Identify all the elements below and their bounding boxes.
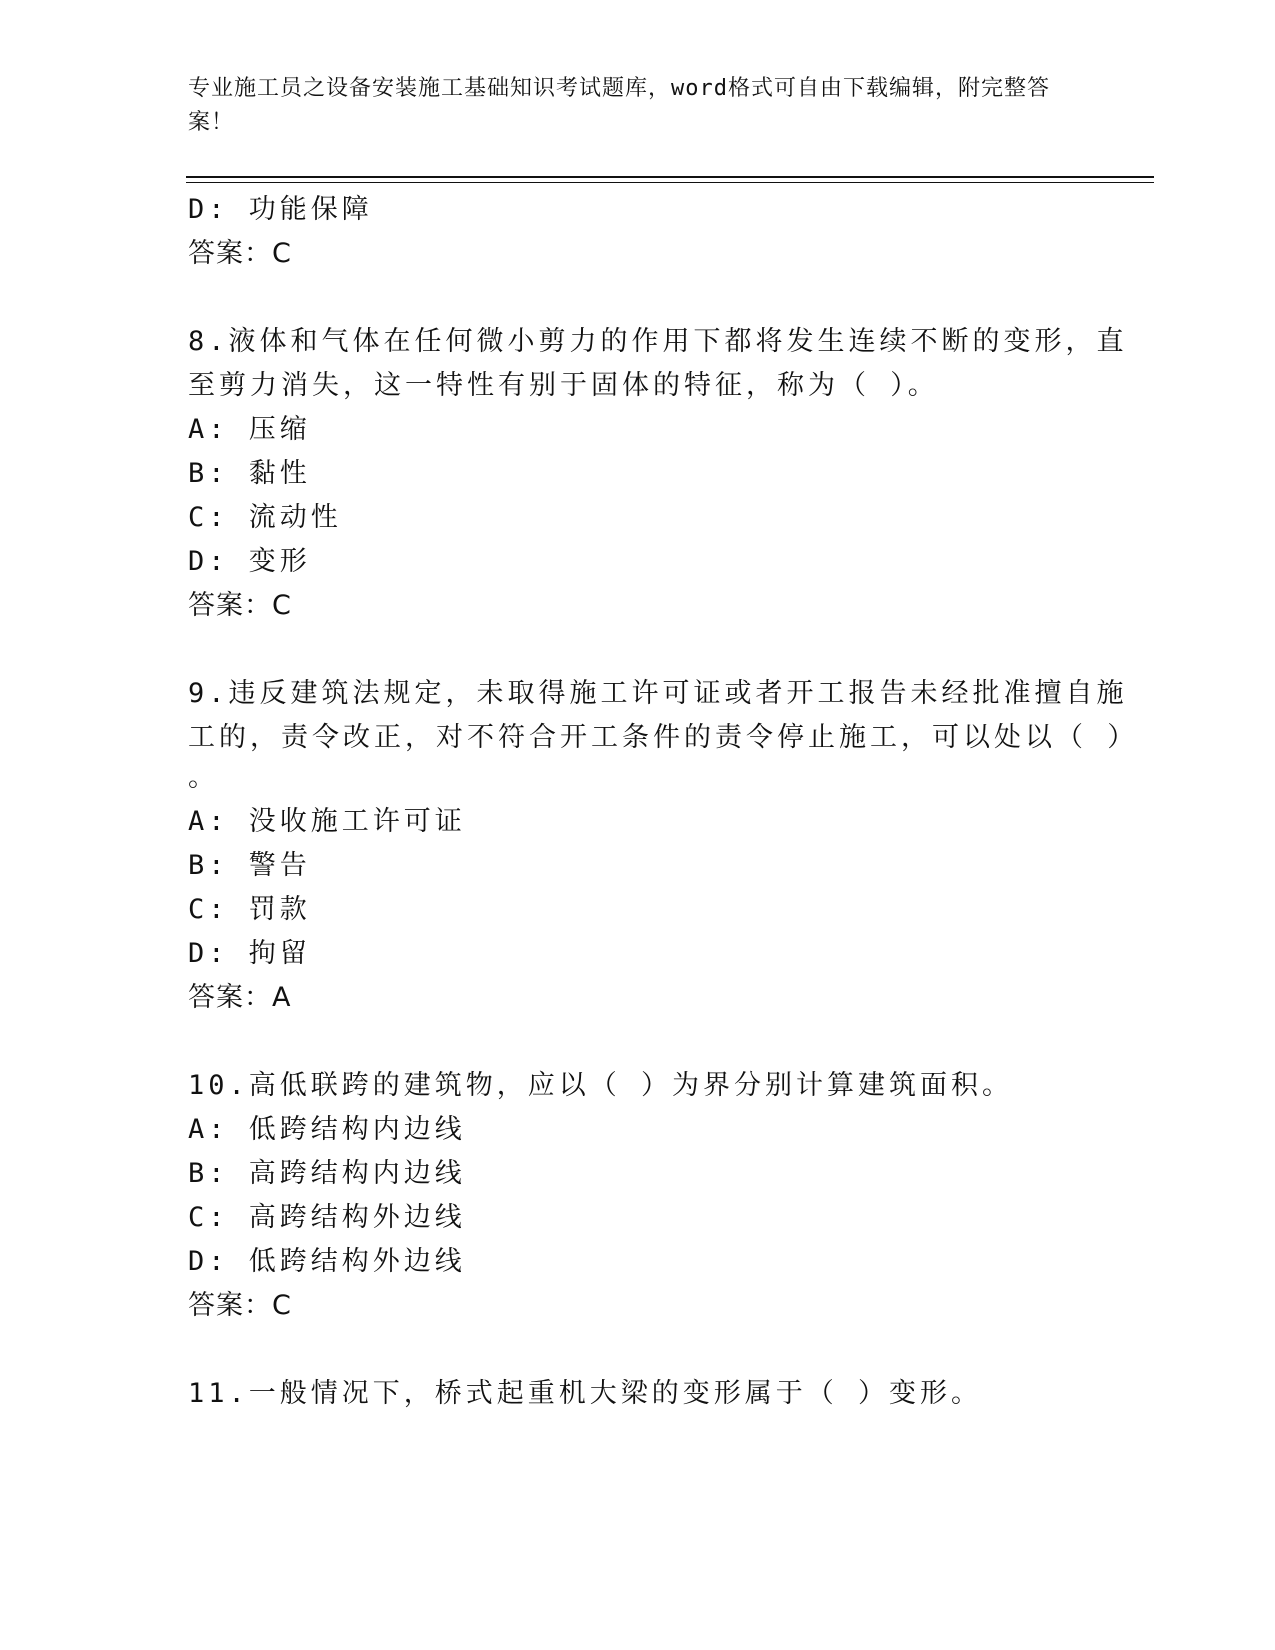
- q8-option-a: A: 压缩: [188, 414, 311, 445]
- header-rule-thin: [186, 182, 1154, 183]
- q9-option-a: A: 没收施工许可证: [188, 806, 466, 837]
- q11-stem-line1: 11.一般情况下，桥式起重机大梁的变形属于（ ）变形。: [188, 1378, 983, 1409]
- q8-stem-line2: 至剪力消失，这一特性有别于固体的特征，称为（ ）。: [188, 370, 939, 401]
- q9-stem-line2: 工的，责令改正，对不符合开工条件的责令停止施工，可以处以（ ）: [188, 722, 1139, 753]
- q10-option-a: A: 低跨结构内边线: [188, 1114, 466, 1145]
- q9-stem-line3: 。: [188, 762, 219, 793]
- document-header: 专业施工员之设备安装施工基础知识考试题库，word格式可自由下载编辑，附完整答案！: [188, 76, 1050, 135]
- q8-stem-line1: 8.液体和气体在任何微小剪力的作用下都将发生连续不断的变形，直: [188, 326, 1128, 357]
- q10-option-c: C: 高跨结构外边线: [188, 1202, 466, 1233]
- q9-option-b: B: 警告: [188, 850, 311, 881]
- q10-option-d: D: 低跨结构外边线: [188, 1246, 466, 1277]
- prev-option-d: D: 功能保障: [188, 194, 373, 225]
- q10-answer: 答案：C: [188, 1290, 292, 1321]
- q8-answer: 答案：C: [188, 590, 292, 621]
- q10-stem-line1: 10.高低联跨的建筑物，应以（ ）为界分别计算建筑面积。: [188, 1070, 1014, 1101]
- prev-answer: 答案：C: [188, 238, 292, 269]
- header-rule-thick: [186, 176, 1154, 178]
- q8-option-b: B: 黏性: [188, 458, 311, 489]
- q8-option-d: D: 变形: [188, 546, 311, 577]
- q9-answer: 答案：A: [188, 982, 292, 1013]
- q8-option-c: C: 流动性: [188, 502, 342, 533]
- q9-stem-line1: 9.违反建筑法规定，未取得施工许可证或者开工报告未经批准擅自施: [188, 678, 1128, 709]
- q9-option-c: C: 罚款: [188, 894, 311, 925]
- q10-option-b: B: 高跨结构内边线: [188, 1158, 466, 1189]
- q9-option-d: D: 拘留: [188, 938, 311, 969]
